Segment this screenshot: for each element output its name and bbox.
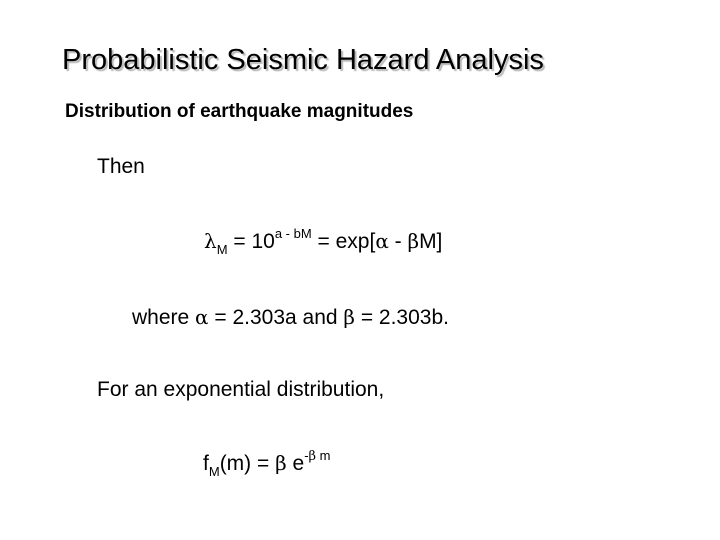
- lambda-subscript: M: [216, 242, 228, 257]
- exp-open: exp[: [335, 230, 376, 253]
- minus-sign: -: [388, 230, 408, 253]
- f-symbol: f: [203, 452, 209, 475]
- alpha-definition: = 2.303a and: [208, 306, 344, 329]
- equals-sign: =: [251, 452, 276, 475]
- slide-subtitle: Distribution of earthquake magnitudes: [65, 101, 414, 122]
- beta-symbol: β: [407, 229, 420, 253]
- base-ten: 10: [251, 230, 275, 253]
- then-text: Then: [97, 155, 145, 178]
- pdf-equation: [203, 448, 331, 479]
- rate-equation: [204, 226, 443, 257]
- beta-definition: = 2.303b.: [354, 306, 449, 329]
- f-argument: (m): [219, 452, 252, 475]
- e-symbol: e: [286, 452, 305, 475]
- f-subscript: M: [208, 464, 220, 479]
- beta-symbol: β: [343, 305, 355, 329]
- equals-sign-1: =: [227, 230, 252, 253]
- where-definition: [132, 305, 449, 330]
- lambda-symbol: λ: [204, 229, 217, 253]
- alpha-symbol: α: [195, 305, 209, 329]
- equals-sign-2: =: [311, 230, 336, 253]
- exponent: a - bM: [274, 226, 312, 241]
- m-close: M]: [419, 230, 443, 253]
- exponent-beta: β: [308, 449, 317, 464]
- beta-symbol: β: [275, 451, 287, 475]
- exponent-m: m: [316, 448, 331, 463]
- exponential-distribution-text: For an exponential distribution,: [97, 378, 385, 401]
- exponent: [304, 448, 330, 463]
- alpha-symbol: α: [375, 229, 389, 253]
- slide-title: Probabilistic Seismic Hazard Analysis: [62, 44, 544, 76]
- where-word: where: [132, 306, 196, 329]
- exponent-minus: -: [304, 448, 309, 463]
